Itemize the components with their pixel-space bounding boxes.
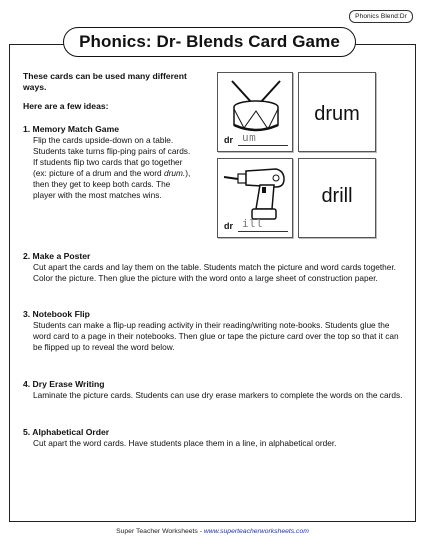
- writing-line: [238, 231, 288, 232]
- alphabetical-order-title: 5. Alphabetical Order: [23, 427, 110, 437]
- drum-picture-card: [217, 72, 293, 152]
- drill-word-card: [298, 158, 376, 238]
- traced-letters: ill: [242, 217, 264, 230]
- writing-line: [238, 145, 288, 146]
- make-poster-section: [23, 251, 405, 284]
- drum-word-card: [298, 72, 376, 152]
- memory-match-body: Flip the cards upside-down on a table. Students take turns flip-ping pairs of cards. If students flip two cards that go together (ex: picture of a drum and the word drum.), then they get to keep both cards. The player with the most matches wins.: [33, 135, 191, 200]
- dry-erase-body: Laminate the picture cards. Students can use dry erase markers to complete the words on the cards.: [33, 390, 403, 400]
- card-word-drill: drill: [321, 185, 353, 207]
- intro-text: These cards can be used many different ways.: [23, 71, 187, 92]
- card-dr-label: dr: [224, 135, 233, 145]
- notebook-flip-title: 3. Notebook Flip: [23, 309, 90, 319]
- card-word-drum: drum: [314, 103, 360, 125]
- make-poster-body: Cut apart the cards and lay them on the table. Students match the picture and word cards together. Color the picture. Then glue the picture with the word onto a large sheet of construction paper.: [33, 262, 396, 283]
- notebook-flip-body: Students can make a flip-up reading activity in their reading/writing note-books. Students glue the word card to a page in their notebooks. Then glue or tape the picture card over the top so that it can be flipped up to reveal the word below.: [33, 320, 399, 352]
- footer: [0, 528, 425, 535]
- memory-match-section: [23, 124, 191, 201]
- memory-match-title: 1. Memory Match Game: [23, 124, 119, 134]
- footer-url[interactable]: www.superteacherworksheets.com: [203, 528, 309, 535]
- worksheet-tag: Phonics Blend:Dr: [349, 10, 413, 23]
- alphabetical-order-section: [23, 427, 405, 449]
- drill-picture-card: [217, 158, 293, 238]
- card-dr-label: dr: [224, 221, 233, 231]
- footer-text: Super Teacher Worksheets -: [116, 528, 204, 535]
- page-title: Phonics: Dr- Blends Card Game: [63, 27, 356, 57]
- alphabetical-order-body: Cut apart the word cards. Have students place them in a line, in alphabetical order.: [33, 438, 337, 448]
- notebook-flip-section: [23, 309, 405, 353]
- ideas-heading: Here are a few ideas:: [23, 101, 109, 111]
- traced-letters: um: [242, 131, 257, 144]
- dry-erase-title: 4. Dry Erase Writing: [23, 379, 105, 389]
- make-poster-title: 2. Make a Poster: [23, 251, 91, 261]
- dry-erase-section: [23, 379, 405, 401]
